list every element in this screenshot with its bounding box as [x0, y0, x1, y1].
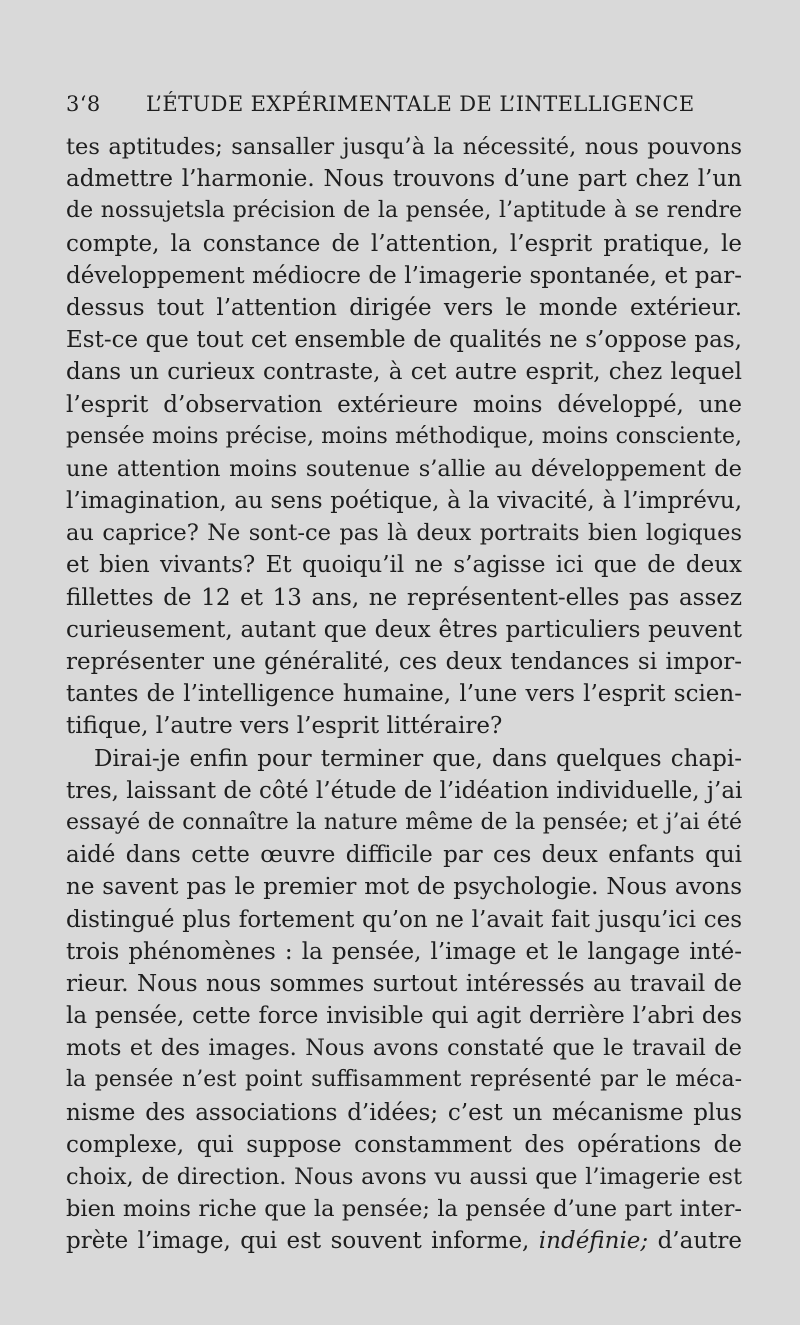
text-line: tes aptitudes; sansaller jusqu’à la nécessité, nous pouvons: [66, 134, 742, 160]
text-run: d’autre: [648, 1228, 742, 1255]
text-line: une attention moins soutenue s’allie au développement de: [66, 455, 742, 482]
text-line: choix, de direction. Nous avons vu aussi que l’imagerie est: [66, 1164, 742, 1190]
text-line: nisme des associations d’idées; c’est un mécanisme plus: [66, 1099, 742, 1126]
text-line: bien moins riche que la pensée; la pensée d’une part inter-: [66, 1196, 742, 1223]
text-line: représenter une généralité, ces deux tendances si impor-: [66, 649, 742, 675]
text-line: rieur. Nous nous sommes surtout intéressés au travail de: [66, 970, 742, 997]
body-text: [66, 131, 742, 1258]
text-line: ne savent pas le premier mot de psychologie. Nous avons: [66, 874, 742, 901]
text-line: trois phénomènes : la pensée, l’image et le langage inté-: [66, 938, 742, 965]
text-line: curieusement, autant que deux êtres particuliers peuvent: [66, 616, 742, 643]
text-line: l’imagination, au sens poétique, à la vivacité, à l’imprévu,: [66, 488, 742, 515]
italic-emphasis: indéfinie;: [538, 1228, 649, 1255]
running-title: L’ÉTUDE EXPÉRIMENTALE DE L’INTELLIGENCE: [146, 92, 695, 116]
text-line: dessus tout l’attention dirigée vers le monde extérieur.: [66, 294, 742, 321]
text-line: tres, laissant de côté l’étude de l’idéation individuelle, j’ai: [66, 777, 743, 804]
text-line: distingué plus fortement qu’on ne l’avait fait jusqu’ici ces: [66, 906, 742, 933]
text-line: tantes de l’intelligence humaine, l’une vers l’esprit scien-: [66, 681, 742, 708]
text-line: la pensée, cette force invisible qui agit derrière l’abri des: [66, 1003, 742, 1030]
text-line: mots et des images. Nous avons constaté que le travail de: [66, 1035, 742, 1062]
text-line: et bien vivants? Et quoiqu’il ne s’agisse ici que de deux: [66, 552, 742, 579]
page-number: 3ʻ8: [66, 92, 101, 116]
text-line: aidé dans cette œuvre difficile par ces deux enfants qui: [66, 842, 742, 869]
text-line: admettre l’harmonie. Nous trouvons d’une part chez l’un: [66, 166, 742, 193]
text-run: prète l’image, qui est souvent informe,: [66, 1228, 539, 1255]
text-line: complexe, qui suppose constamment des opérations de: [66, 1131, 742, 1158]
text-line: l’esprit d’observation extérieure moins développé, une: [66, 391, 742, 418]
text-line: essayé de connaître la nature même de la pensée; et j’ai été: [66, 809, 742, 835]
text-line: fillettes de 12 et 13 ans, ne représentent-elles pas assez: [66, 584, 742, 611]
page-header: [66, 92, 740, 124]
text-line: [66, 1225, 742, 1257]
text-line: dans un curieux contraste, à cet autre esprit, chez lequel: [66, 359, 742, 386]
text-line: de nossujetsla précision de la pensée, l’aptitude à se rendre: [66, 198, 742, 224]
text-line: la pensée n’est point suffisamment représenté par le méca-: [66, 1067, 742, 1093]
paragraph-start-line: Dirai-je enfin pour terminer que, dans quelques chapi-: [94, 745, 742, 772]
text-line: développement médiocre de l’imagerie spontanée, et par-: [66, 262, 742, 289]
text-line: au caprice? Ne sont-ce pas là deux portraits bien logiques: [66, 520, 742, 547]
text-line: pensée moins précise, moins méthodique, moins consciente,: [66, 423, 742, 449]
text-line: Est-ce que tout cet ensemble de qualités ne s’oppose pas,: [66, 327, 742, 354]
text-line: compte, la constance de l’attention, l’esprit pratique, le: [66, 230, 742, 257]
paragraph-end-line: tifique, l’autre vers l’esprit littéraire?: [66, 713, 503, 740]
